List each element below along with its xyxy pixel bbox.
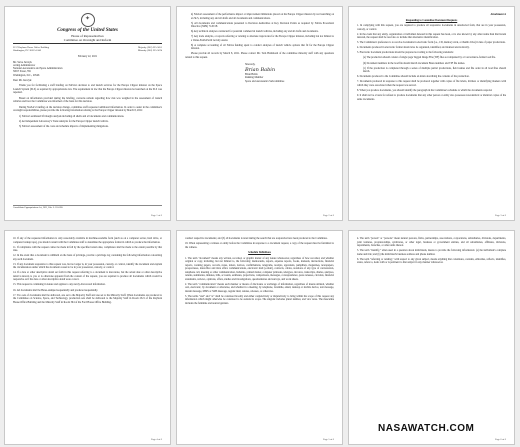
letterhead-divider (13, 43, 162, 44)
section-heading: Responding to Committee Document Requests (405, 18, 458, 22)
instruction-item: 7. Documents produced in response to this request shall be produced together with copies of file labels, dividers or identifying markers with which they were associated when the request was served. (357, 80, 506, 87)
definition-item: 6. The term "referring or relating," with respect to any given subject, means anything that constitutes, contains, embodies, reflects, identifies, states, refers to, deals with or is pertinent to that subject in any manner whatsoever. (357, 257, 506, 265)
attachment-page-3 (348, 6, 515, 221)
definition-item: 4. The term "person" or "persons" mean natural persons, firms, partnerships, associations, corporations, subsidiaries, divisions, departments, joint ventures, proprietorships, syndicates, or other legal, business or government entities, and all subsidiaries, affiliates, divisions, departments, branches, or other units thereof. (357, 237, 506, 247)
instruction-item: 9. It shall not be a basis for refusal to produce documents that any other person or entity also possesses non-identical or identical copies of the same documents. (357, 94, 506, 101)
attachment-label: Attachment A (490, 13, 506, 16)
request-item: 5) All documents and communications presented to Decision Authorities at Key Decision Points as required by NASA Procedural Directive (NPR) 7120.5E. (191, 21, 334, 29)
salutation: Dear Mr. Jurczyk: (13, 78, 32, 82)
handwritten-signature: Brian Babin (245, 66, 276, 73)
section-heading: Schedule Definitions (248, 251, 271, 255)
instruction-subitem: (a) The production should consist of single page Tagged Image File (TIF) files accompanied by a Concordance-format load file. (363, 56, 496, 60)
sign-off: Sincerely, (245, 63, 256, 67)
letterhead (13, 13, 162, 52)
closing-paragraph: Please provide all records by March 8, 2021. Please contact Mr. Tom Hammond of the committee minority staff with any questions related to this request. (185, 52, 334, 59)
instruction-item: 12. In the event that a document is withheld on the basis of privilege, provide a privilege log containing the following information concerning any such document. (13, 254, 162, 261)
definition-item: 3. The terms "and" and "or" shall be construed broadly and either conjunctively or disjunctively to bring within the scope of this request any information which might otherwise be construed to be outside its scope. The singular includes plural number, and vice versa. The masculine includes the feminine and neutral genders. (185, 294, 334, 305)
letterhead-title: Congress of the United States (57, 28, 118, 33)
request-item: 2) An Independent Laboratory's Trade Analysis for the Europa Clipper launch vehicle. (19, 120, 109, 124)
instruction-item: 3. The Committee's preference is to receive documents in electronic form (i.e., CD, memory stick, or thumb drive) in lieu of paper productions. (357, 41, 506, 45)
instruction-item: 6. Documents produced to the Committee should include an index describing the contents of the production. (357, 75, 470, 79)
body-paragraph: During NASA's briefing on the decision change, committee staff requested additional information. In order to assist in the committee's oversight responsibilities, please provide the following information relating to the Europa Clipper mission by March 8, 2021: (13, 105, 162, 113)
letterhead-chamber: House of Representatives (71, 34, 104, 38)
request-item: 4) NASA's assessment of the performance impact or improvement limitations placed on the Europa Clipper mission by not launching on an SLS, including any and all drafts and all documents and communications. (191, 13, 334, 20)
letter-page-2 (176, 6, 343, 221)
page-number: Page 4 of 6 (151, 437, 162, 441)
request-item: 6) Any technical analyses conducted for potential commercial launch vehicles, including any and all drafts and documents. (191, 30, 319, 34)
definition-item: 5. The term "identify," when used in a question about individuals, means to provide the following information: (a) the individual's complete name and title; and (b) the individual's business address and phone number. (357, 249, 506, 256)
signer-name: Brian Babin (245, 72, 258, 76)
request-item: 3) NASA's assessment of the costs and schedule impacts of implementing mitigations. (19, 125, 109, 129)
instruction-item: 17. Two sets of documents shall be delivered, one set to the Majority Staff and one set to the Minority Staff. When documents are produced to the Committee on Science, Space, and Technology, production sets shall be delivered to the Majority Staff in Room 2321 of the Rayburn House Office Building and the Minority Staff in Room 394 of the Ford House Office Building. (13, 293, 162, 304)
recipient-address: Mr. Steve Jurczyk Acting Administrator National Aeronautics and Space Administration 300 E Street, SW Washington, D.C., 20546 (13, 60, 63, 77)
instruction-subitem: (c) If the production is completed through a series of multiple partial productions, field names and file order in all load files should match. (363, 66, 506, 74)
letterhead-committee: Committee on Oversight and Reform (63, 38, 112, 42)
request-item: 8) A complete accounting of all NASA funding spent to conduct analyses of launch vehicle options that fit for the Europa Clipper mission. (191, 43, 334, 51)
letterhead-address: 2157 Rayburn House Office Building Washington, DC 20515-6143 (13, 46, 49, 52)
attachment-page-4 (4, 230, 171, 445)
congress-seal-icon: ✦ (81, 13, 95, 27)
page-number: Page 3 of 6 (495, 213, 506, 217)
letter-date: February 22, 2021 (77, 55, 98, 58)
definition-item: 2. The term "communication" means each manner or means of disclosure or exchange of information, regardless of means utilized, whether oral, electronic, by document or otherwise, and whether in a meeting, by telephone, facsimile, email, desktop or mobile device, text message, instant message, MMS or SMS message, regular mail, telexes, releases, or otherwise. (185, 282, 334, 293)
signature-block (245, 63, 334, 83)
instruction-item: 10. If any of the requested information is only reasonably available in machine-readable form (such as on a computer server, hard drive, or computer backup tape), you should consult with the Committee staff to determine the appropriate format in which to produce the information. (13, 237, 162, 244)
page-number: Page 6 of 6 (495, 437, 506, 441)
instruction-item: 13. If any document responsive to this request was, but no longer is, in your possession, custody, or control, identify the document and explain the circumstances under which the document ceased to be in your possession, custody, or control. (13, 262, 162, 270)
continued-text: conduct respective documents; and (5) all documents located during the search that are responsive have been produced to the Committee. (185, 237, 328, 240)
signer-unit: Space and Aeronautics Subcommittee (245, 79, 285, 83)
definition-item: 1. The term "document" means any written, recorded, or graphic matter of any nature whatsoever, regardless of how recorded, and whether original or copy, including, but not limited to, the following: memoranda, reports, expense reports, books, manuals, instructions, financial reports, working papers, records, notes, letters, notices, confirmations, telegrams, receipts, appraisals, pamphlets, magazines, newspapers, prospectuses, interoffice and intra office communications, electronic mail (e-mail), contracts, cables, notations of any type of conversation, telephone call, meeting or other communication, bulletins, printed matter, computer printouts, teletypes, invoices, transcripts, diaries, analyses, returns, summaries, minutes, bills, accounts, estimates, projections, comparisons, messages, correspondence, press releases, circulars, financial statements, reviews, opinions, offers, studies and investigations, questionnaires and surveys, and work sheets. (185, 256, 334, 281)
letter-page-1 (4, 6, 171, 221)
instruction-subitem: (b) Document numbers in the load file should match document Bates numbers and TIF file names. (363, 61, 466, 65)
page-number: Page 5 of 6 (323, 437, 334, 441)
request-item: 7) Any trade analysis, or reports referring or relating to alternate trajectories for the Europa Clipper mission, including but not limited to a Venus-Earth-Earth Gravity Assist. (191, 35, 334, 42)
page-number: Page 2 of 6 (323, 213, 334, 217)
attachment-page-5 (176, 230, 343, 445)
instruction-item: 18. When representing a witness or entity before the Committee in response to a document request, a copy of the request must be furnished to the witness. (185, 242, 334, 249)
watermark: NASAWATCH.COM (378, 423, 475, 434)
instruction-item: 5. Electronic document productions should be prepared according to the following standards: (357, 51, 454, 55)
instruction-item: 16. All documents shall be Bates-stamped sequentially and produced sequentially. (13, 288, 99, 292)
instruction-item: 2. In the event that any entity, organization or individual denoted in this request has been, or is also known by any other name than that herein denoted, the request shall be read also to include that alternative identification. (357, 32, 506, 40)
footnote: Consolidated Appropriations Act, 2021, Pub. L. 116-260. (13, 205, 162, 210)
letterhead-phones: Majority (202) 225-5051 Minority (202) 225-5074 (137, 46, 162, 52)
body-paragraph: Based on information provided during the briefing, concerns remain regarding how risk was weighed in the assessment of launch vehicles and how the Committee was informed of the basis for this decision. (13, 96, 162, 104)
instruction-item: 15. This request is continuing in nature and applies to any newly-discovered information. (13, 283, 106, 287)
instruction-item: 4. Documents produced in electronic format should also be organized, identified, and indexed electronically. (357, 46, 470, 50)
page-number: Page 1 of 6 (151, 213, 162, 217)
instruction-item: 14. If a date or other descriptive detail set forth in this request referring to a document is inaccurate, but the actual date or other descriptive detail is known to you or is otherwise apparent from the context of the request, you are required to produce all documents which would be responsive as if the date or other descriptive detail were correct. (13, 271, 162, 282)
signer-title: Ranking Member (245, 76, 264, 80)
instruction-item: 1. In complying with this request, you are required to produce all responsive documents in unredacted form, that are in your possession, custody, or control. (357, 24, 506, 31)
instruction-item: 8. When you produce documents, you should identify the paragraph in the Committee's schedule to which the documents respond. (357, 88, 493, 92)
body-paragraph: Thank you for facilitating a staff briefing on NASA's decision to end launch services for the Europa Clipper mission on the Space Launch System (SLS) as required by appropriations law. The requirement in law that the Europa Clipper mission be launched on the SLS was repealed. (13, 84, 162, 95)
instruction-item: 11. If compliance with the request cannot be made in full by the specified return date, compliance shall be made to the extent possible by that date. (13, 245, 162, 253)
request-item: 1) NASA's estimated lift margin analysis including all shells and all documents and communications. (19, 114, 125, 118)
attachment-page-6 (348, 230, 515, 445)
